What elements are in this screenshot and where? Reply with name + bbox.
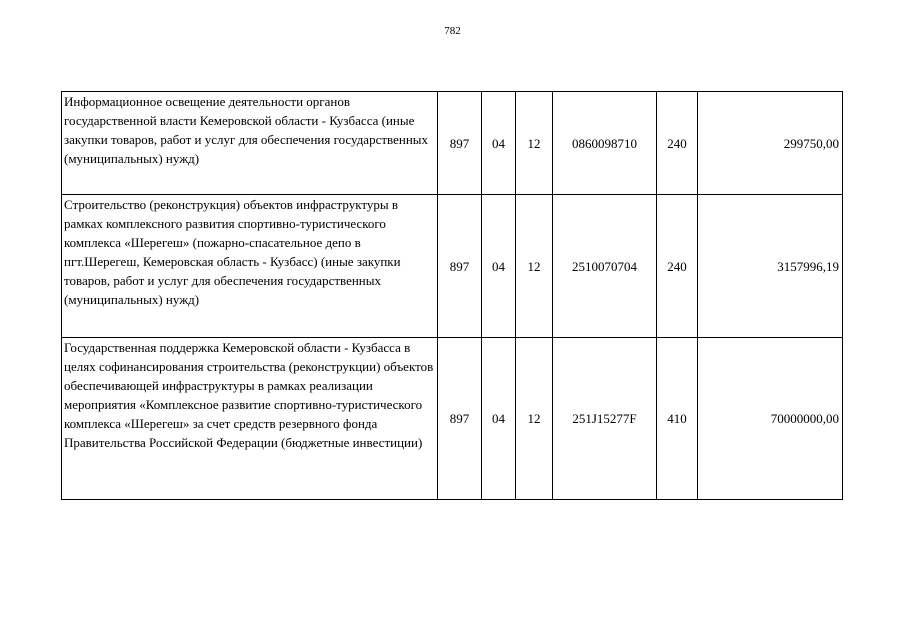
ministry-code: 897 — [438, 338, 482, 500]
subsection-code: 12 — [516, 338, 553, 500]
subsection-code: 12 — [516, 92, 553, 195]
expense-type-code: 410 — [657, 338, 698, 500]
row-description: Строительство (реконструкция) объектов инфраструктуры в рамках комплексного развития спортивно-туристического комплекса «Шерегеш» (пожарно-спасательное депо в пгт.Шерегеш, Кемеровская область - Кузбасс) (иные закупки товаров, работ и услуг для обеспечения государственных (муниципальных) нужд) — [62, 195, 438, 338]
ministry-code: 897 — [438, 92, 482, 195]
ministry-code: 897 — [438, 195, 482, 338]
target-article-code: 0860098710 — [553, 92, 657, 195]
section-code: 04 — [482, 195, 516, 338]
page-number: 782 — [444, 25, 461, 37]
subsection-code: 12 — [516, 195, 553, 338]
section-code: 04 — [482, 338, 516, 500]
section-code: 04 — [482, 92, 516, 195]
table-row — [62, 338, 843, 500]
amount: 70000000,00 — [698, 338, 843, 500]
row-description: Информационное освещение деятельности органов государственной власти Кемеровской области - Кузбасса (иные закупки товаров, работ и услуг для обеспечения государственных (муниципальных) нужд) — [62, 92, 438, 195]
row-description: Государственная поддержка Кемеровской области - Кузбасса в целях софинансирования строительства (реконструкции) объектов обеспечивающей инфраструктуры в рамках реализации мероприятия «Комплексное развитие спортивно-туристического комплекса «Шерегеш» за счет средств резервного фонда Правительства Российской Федерации (бюджетные инвестиции) — [62, 338, 438, 500]
amount: 3157996,19 — [698, 195, 843, 338]
expense-type-code: 240 — [657, 195, 698, 338]
table-row — [62, 92, 843, 195]
table-row — [62, 195, 843, 338]
budget-table — [61, 91, 843, 500]
target-article-code: 251J15277F — [553, 338, 657, 500]
target-article-code: 2510070704 — [553, 195, 657, 338]
amount: 299750,00 — [698, 92, 843, 195]
expense-type-code: 240 — [657, 92, 698, 195]
